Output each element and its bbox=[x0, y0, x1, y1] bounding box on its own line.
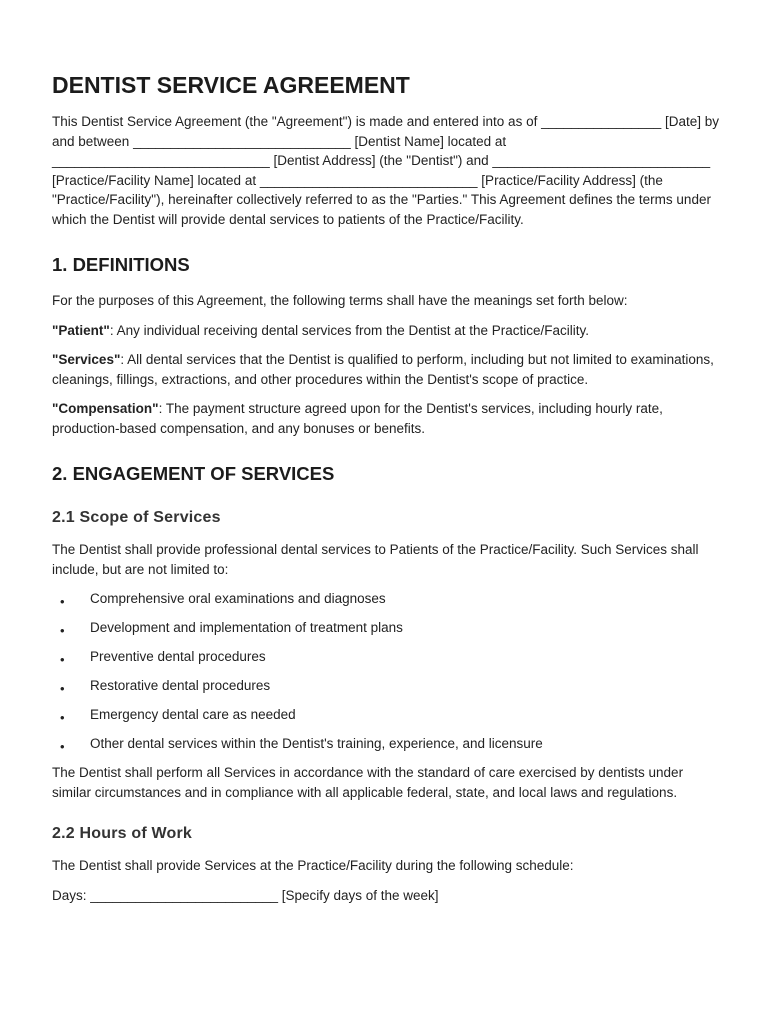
definition-term: "Services" bbox=[52, 352, 121, 367]
services-list bbox=[52, 589, 724, 754]
bullet-icon: • bbox=[60, 623, 65, 638]
definitions-lead: For the purposes of this Agreement, the following terms shall have the meanings set forth below: bbox=[52, 293, 628, 308]
list-item-text: Comprehensive oral examinations and diagnoses bbox=[90, 591, 386, 606]
list-item-text: Emergency dental care as needed bbox=[90, 707, 296, 722]
list-item bbox=[52, 705, 724, 725]
list-item bbox=[52, 589, 724, 609]
section-engagement-heading: 2. ENGAGEMENT OF SERVICES bbox=[52, 463, 335, 484]
definition-services bbox=[52, 350, 724, 389]
scope-closing: The Dentist shall perform all Services in accordance with the standard of care exercised by dentists under similar circumstances and in compliance with all applicable federal, state, and local laws and regulations. bbox=[52, 765, 684, 800]
bullet-icon: • bbox=[60, 681, 65, 696]
list-item bbox=[52, 647, 724, 667]
list-item-text: Development and implementation of treatment plans bbox=[90, 620, 403, 635]
list-item-text: Restorative dental procedures bbox=[90, 678, 271, 693]
subsection-hours-heading: 2.2 Hours of Work bbox=[52, 825, 193, 842]
document-body bbox=[52, 70, 724, 915]
definition-term: "Compensation" bbox=[52, 401, 159, 416]
subsection-scope-heading: 2.1 Scope of Services bbox=[52, 509, 221, 526]
bullet-icon: • bbox=[60, 594, 65, 609]
list-item-text: Preventive dental procedures bbox=[90, 649, 266, 664]
list-item bbox=[52, 734, 724, 754]
hours-lead: The Dentist shall provide Services at the Practice/Facility during the following schedule: bbox=[52, 858, 574, 873]
hours-days-line: Days: _________________________ [Specify days of the week] bbox=[52, 887, 439, 903]
definition-patient bbox=[52, 321, 724, 341]
definition-term: "Patient" bbox=[52, 322, 110, 338]
list-item-text: Other dental services within the Dentist's training, experience, and licensure bbox=[90, 736, 543, 751]
definition-text: : Any individual receiving dental services from the Dentist at the Practice/Facility. bbox=[109, 322, 590, 338]
intro-paragraph: This Dentist Service Agreement (the "Agreement") is made and entered into as of ________________ [Date] by and between _____________________________ [Dentist Name] located at _____________________________ [Dentist Address] (the "Dentist") and _____________________________ [Practice/Facility Name] located at _____________________________ [Practice/Facility Address] (the "Practice/Facility"), hereinafter collectively referred to as the "Parties." This Agreement defines the terms under which the Dentist will provide dental services to patients of the Practice/Facility. bbox=[52, 114, 719, 227]
bullet-icon: • bbox=[60, 739, 65, 754]
list-item bbox=[52, 676, 724, 696]
bullet-icon: • bbox=[60, 710, 65, 725]
definition-text: : The payment structure agreed upon for the Dentist's services, including hourly rate, production-based compensation, and any bonuses or benefits. bbox=[52, 401, 663, 436]
bullet-icon: • bbox=[60, 652, 65, 667]
list-item bbox=[52, 618, 724, 638]
scope-lead: The Dentist shall provide professional dental services to Patients of the Practice/Facility. Such Services shall include, but are not limited to: bbox=[52, 542, 699, 577]
definition-compensation bbox=[52, 399, 724, 438]
document-title: DENTIST SERVICE AGREEMENT bbox=[52, 72, 410, 98]
definition-text: : All dental services that the Dentist is qualified to perform, including but not limited to examinations, cleanings, fillings, extractions, and other procedures within the Dentist's scope of practice. bbox=[52, 352, 714, 387]
section-definitions-heading: 1. DEFINITIONS bbox=[52, 254, 190, 275]
